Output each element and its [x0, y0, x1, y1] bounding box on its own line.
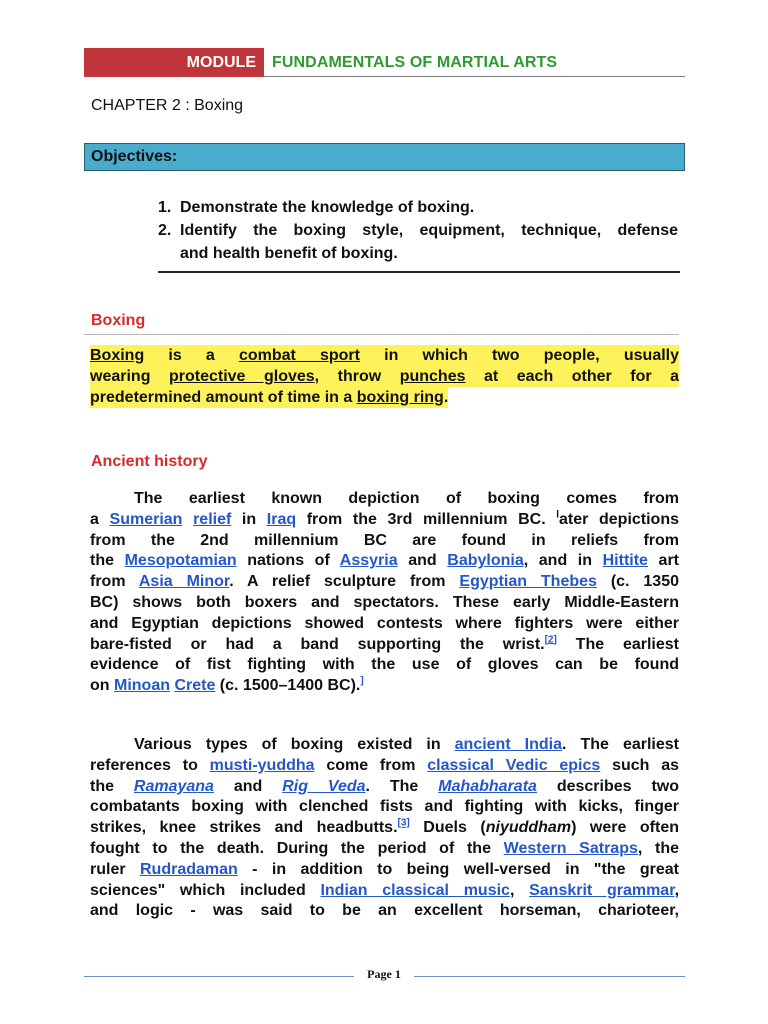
link-musti-yuddha[interactable]: musti-yuddha	[209, 756, 315, 774]
text: at each other for a	[465, 368, 680, 385]
text	[182, 511, 193, 528]
list-item	[158, 196, 678, 219]
paragraph-line: combatants boxing with clenched fists and fighting with kicks, finger	[90, 798, 679, 816]
text: in which two people, usually	[360, 347, 680, 364]
link-hittite[interactable]: Hittite	[602, 552, 648, 570]
paragraph-line: evidence of fist fighting with the use of gloves can be found	[90, 656, 679, 674]
page-number: Page 1	[354, 967, 414, 982]
list-text-line: and health benefit of boxing.	[180, 245, 398, 262]
paragraph-line	[90, 777, 679, 798]
text: art	[647, 552, 679, 570]
link-punches[interactable]: punches	[399, 368, 466, 385]
citation-link[interactable]: ]	[360, 675, 364, 687]
paragraph-line	[90, 676, 679, 697]
text: Duels (	[409, 819, 486, 837]
text: ) were often	[571, 819, 680, 837]
text: ,	[674, 881, 680, 899]
text: a	[90, 510, 110, 528]
text: describes two	[536, 777, 679, 795]
section-heading-ancient-history: Ancient history	[91, 453, 208, 470]
text: The earliest	[556, 635, 679, 653]
history-paragraph-2	[90, 735, 679, 922]
text: wearing	[90, 368, 169, 385]
link-combat-sport[interactable]: combat sport	[238, 347, 360, 364]
text: ater depictions	[559, 510, 680, 528]
text: references to	[90, 756, 210, 774]
paragraph-line	[90, 756, 679, 777]
text: from	[90, 573, 139, 591]
link-asia-minor[interactable]: Asia Minor	[138, 573, 230, 591]
text: strikes, knee strikes and headbutts.	[90, 819, 398, 837]
paragraph-line	[90, 572, 679, 593]
module-header	[84, 48, 685, 78]
link-western-satraps[interactable]: Western Satraps	[503, 839, 638, 857]
text: come from	[314, 756, 428, 774]
list-text	[180, 219, 678, 265]
paragraph-line: BC) shows both boxers and spectators. These early Middle-Eastern	[90, 593, 679, 611]
module-label: MODULE	[84, 48, 264, 77]
link-indian-classical-music[interactable]: Indian classical music	[320, 881, 510, 899]
paragraph-line	[90, 635, 679, 656]
link-ramayana[interactable]: Ramayana	[133, 777, 214, 795]
text: from the 3rd millennium BC.	[296, 510, 557, 528]
objectives-list	[158, 196, 678, 273]
link-relief[interactable]: relief	[193, 510, 232, 528]
link-rig-veda[interactable]: Rig Veda	[282, 777, 366, 795]
link-assyria[interactable]: Assyria	[339, 552, 398, 570]
text: - in addition to being well-versed in "the great	[237, 860, 680, 878]
text: such as	[600, 756, 680, 774]
text: the	[90, 777, 134, 795]
text: predetermined amount of time in a	[90, 389, 357, 406]
text: ruler	[90, 860, 140, 878]
module-title: FUNDAMENTALS OF MARTIAL ARTS	[272, 54, 558, 71]
paragraph-line: from the 2nd millennium BC are found in reliefs from	[90, 531, 679, 549]
text: sciences" which included	[90, 881, 321, 899]
text: in	[231, 510, 267, 528]
definition-line	[90, 345, 679, 366]
text: , and in	[523, 552, 603, 570]
list-text: Demonstrate the knowledge of boxing.	[180, 199, 475, 216]
objectives-heading: Objectives:	[84, 143, 685, 171]
link-ancient-india[interactable]: ancient India	[454, 736, 563, 753]
text: .	[443, 389, 449, 406]
citation-link[interactable]: [2]	[544, 634, 557, 646]
link-boxing-ring[interactable]: boxing ring	[356, 389, 444, 406]
link-rudradaman[interactable]: Rudradaman	[139, 860, 238, 878]
list-number: 1.	[158, 199, 172, 216]
link-egyptian-thebes[interactable]: Egyptian Thebes	[459, 573, 597, 591]
text: (c. 1350	[596, 573, 680, 591]
objectives-rule	[158, 271, 680, 273]
text: and	[213, 777, 283, 795]
text: . A relief sculpture from	[229, 573, 460, 591]
paragraph-line	[90, 551, 679, 572]
link-babylonia[interactable]: Babylonia	[447, 552, 524, 570]
link-sumerian[interactable]: Sumerian	[109, 510, 183, 528]
text: , the	[637, 839, 680, 857]
header-rule	[264, 76, 685, 77]
definition-line	[90, 366, 679, 387]
link-protective-gloves[interactable]: protective gloves	[168, 368, 315, 385]
citation: l	[556, 509, 560, 521]
text: Various types of boxing existed in	[134, 736, 455, 753]
text: . The earliest	[562, 736, 679, 753]
text: fought to the death. During the period of the	[90, 839, 504, 857]
term-niyuddham: niyuddham	[485, 819, 572, 837]
list-number: 2.	[158, 222, 172, 239]
paragraph-line	[90, 860, 679, 881]
link-minoan[interactable]: Minoan	[114, 677, 170, 695]
link-classical-vedic-epics[interactable]: classical Vedic epics	[427, 756, 601, 774]
paragraph-line: and Egyptian depictions showed contests where fighters were either	[90, 614, 679, 632]
chapter-title: CHAPTER 2 : Boxing	[91, 97, 244, 114]
text: the	[90, 552, 125, 570]
paragraph-line	[90, 881, 679, 902]
text: , throw	[314, 368, 400, 385]
list-item	[158, 219, 678, 265]
text: (c. 1500–1400 BC).	[215, 677, 361, 695]
text: nations of	[236, 552, 340, 570]
text: and	[397, 552, 448, 570]
link-mesopotamian[interactable]: Mesopotamian	[124, 552, 237, 570]
paragraph-line	[90, 818, 679, 839]
link-iraq[interactable]: Iraq	[266, 510, 297, 528]
text: is a	[144, 347, 239, 364]
link-crete[interactable]: Crete	[174, 677, 216, 695]
text: bare-fisted or had a band supporting the wrist.	[90, 635, 545, 653]
paragraph-line: and logic - was said to be an excellent horseman, charioteer,	[90, 902, 679, 920]
link-mahabharata[interactable]: Mahabharata	[438, 777, 537, 795]
paragraph-line	[90, 735, 679, 756]
link-sanskrit-grammar[interactable]: Sanskrit grammar	[529, 881, 675, 899]
paragraph-line	[90, 510, 679, 531]
text: ,	[509, 881, 530, 899]
paragraph-line	[90, 839, 679, 860]
definition-line	[90, 387, 448, 408]
paragraph-line: The earliest known depiction of boxing comes from	[134, 490, 679, 507]
term: Boxing	[90, 347, 145, 364]
citation-link[interactable]: [3]	[397, 817, 410, 829]
text: on	[90, 677, 114, 695]
boxing-definition	[90, 345, 679, 408]
history-paragraph-1	[90, 489, 679, 697]
list-text-line: Identify the boxing style, equipment, technique, defense	[180, 222, 678, 239]
text: . The	[365, 777, 439, 795]
section-heading-boxing: Boxing	[91, 312, 146, 329]
section-rule	[84, 334, 679, 335]
